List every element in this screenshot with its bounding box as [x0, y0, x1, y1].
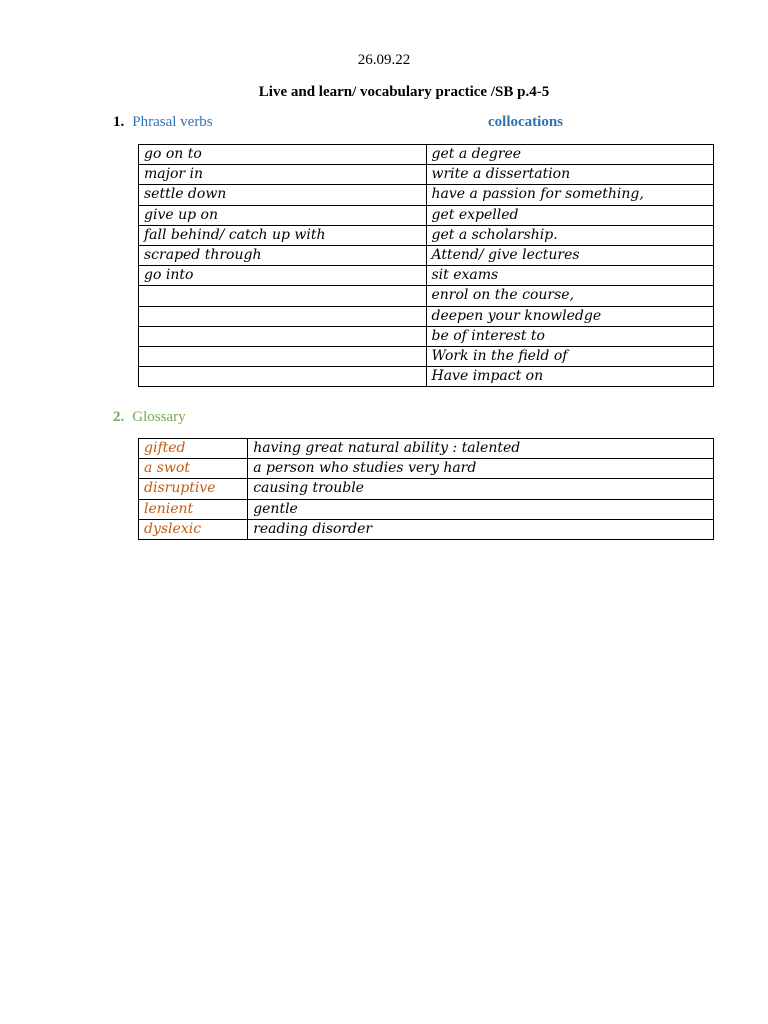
section-2-number: 2.	[113, 409, 125, 425]
glossary-row	[139, 499, 714, 519]
table-row-cell: Work in the field of	[426, 346, 714, 366]
table-row-cell: Have impact on	[426, 367, 714, 387]
glossary-row-cell: gentle	[248, 499, 714, 519]
table-row	[139, 205, 714, 225]
section-2-heading	[113, 409, 186, 426]
section-1-number: 1.	[113, 114, 125, 130]
date-line: 26.09.22	[357, 52, 411, 68]
phrasal-verbs-table	[138, 144, 714, 387]
section-1-label: Phrasal verbs	[132, 114, 213, 130]
table-row	[139, 245, 714, 265]
table-row-cell: go on to	[139, 145, 427, 165]
table-row	[139, 145, 714, 165]
table-row-cell: fall behind/ catch up with	[139, 225, 427, 245]
table-row	[139, 266, 714, 286]
glossary-row	[139, 479, 714, 499]
table-row-cell: settle down	[139, 185, 427, 205]
table-row-cell: get a degree	[426, 145, 714, 165]
table-row	[139, 225, 714, 245]
table-row-cell	[139, 286, 427, 306]
table-row-cell	[139, 346, 427, 366]
glossary-table	[138, 438, 714, 540]
table-row-cell: write a dissertation	[426, 165, 714, 185]
table-row-cell: major in	[139, 165, 427, 185]
table-row-cell	[139, 367, 427, 387]
table-row	[139, 367, 714, 387]
table-row-cell: have a passion for something,	[426, 185, 714, 205]
glossary-row-cell: lenient	[139, 499, 248, 519]
glossary-row-cell: a swot	[139, 459, 248, 479]
glossary-row-cell: reading disorder	[248, 519, 714, 539]
page-title: Live and learn/ vocabulary practice /SB p.4-5	[258, 84, 550, 100]
table-row-cell	[139, 306, 427, 326]
table-row-cell: scraped through	[139, 245, 427, 265]
table-row	[139, 185, 714, 205]
glossary-row-cell: gifted	[139, 439, 248, 459]
table-row	[139, 165, 714, 185]
table-row-cell: sit exams	[426, 266, 714, 286]
table-row-cell: give up on	[139, 205, 427, 225]
glossary-row-cell: having great natural ability : talented	[248, 439, 714, 459]
table-row-cell: get expelled	[426, 205, 714, 225]
table-row-cell: enrol on the course,	[426, 286, 714, 306]
glossary-row	[139, 439, 714, 459]
section-1-heading	[113, 114, 213, 131]
table-row	[139, 286, 714, 306]
table-row	[139, 306, 714, 326]
collocations-heading: collocations	[488, 114, 563, 130]
section-2-label: Glossary	[132, 409, 186, 425]
table-row-cell	[139, 326, 427, 346]
glossary-row	[139, 459, 714, 479]
glossary-row	[139, 519, 714, 539]
table-row	[139, 326, 714, 346]
table-row-cell: deepen your knowledge	[426, 306, 714, 326]
table-row	[139, 346, 714, 366]
glossary-row-cell: dyslexic	[139, 519, 248, 539]
table-row-cell: be of interest to	[426, 326, 714, 346]
table-row-cell: get a scholarship.	[426, 225, 714, 245]
table-row-cell: go into	[139, 266, 427, 286]
glossary-row-cell: causing trouble	[248, 479, 714, 499]
table-row-cell: Attend/ give lectures	[426, 245, 714, 265]
glossary-row-cell: disruptive	[139, 479, 248, 499]
glossary-row-cell: a person who studies very hard	[248, 459, 714, 479]
